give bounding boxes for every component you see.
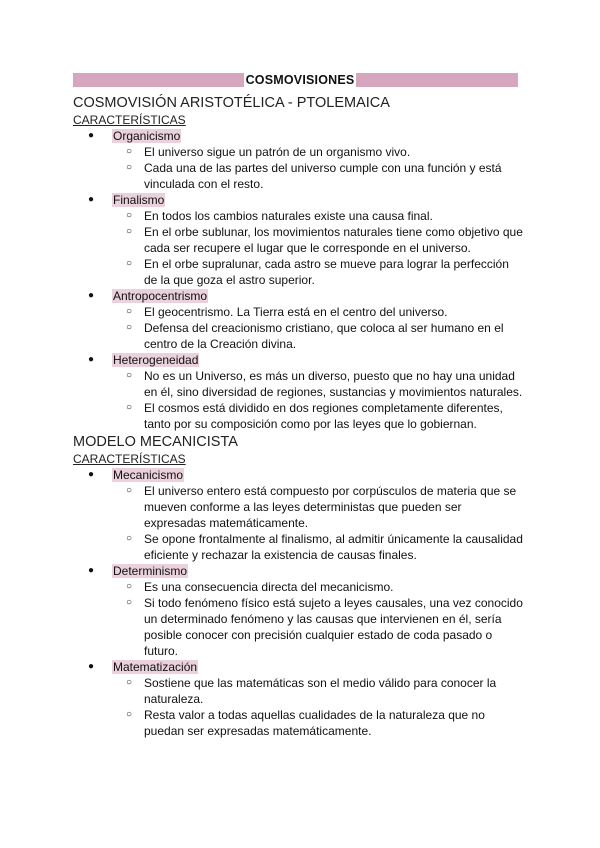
point-item (110, 483, 523, 531)
point-text: En todos los cambios naturales existe una causa final. (144, 209, 433, 223)
bullet-disc-icon: ● (88, 661, 95, 672)
point-text: Resta valor a todas aquellas cualidades de la naturaleza que no puedan ser expresadas matemáticamente. (144, 708, 485, 738)
bullet-disc-icon: ● (88, 565, 95, 576)
bullet-circle-icon: ○ (126, 306, 133, 317)
section-heading: MODELO MECANICISTA (73, 434, 238, 450)
characteristic-item (73, 288, 523, 352)
section (73, 94, 523, 432)
section-subheading: CARACTERÍSTICAS (73, 452, 186, 466)
point-text: El universo sigue un patrón de un organismo vivo. (144, 145, 411, 159)
characteristic-label: Matematización (113, 660, 198, 674)
point-item (110, 304, 523, 320)
bullet-disc-icon: ● (88, 194, 95, 205)
point-text: No es un Universo, es más un diverso, puesto que no hay una unidad en él, sino diversidad de regiones, sustancias y movimientos naturales. (144, 369, 523, 399)
characteristic-item (73, 659, 523, 739)
characteristic-label: Organicismo (113, 129, 181, 143)
point-text: El universo entero está compuesto por corpúsculos de materia que se mueven conforme a las leyes deterministas que pueden ser expresadas matemáticamente. (144, 484, 517, 530)
point-item (110, 400, 523, 432)
characteristic-label: Mecanicismo (113, 468, 184, 482)
characteristic-item (73, 563, 523, 659)
bullet-circle-icon: ○ (126, 162, 133, 173)
point-item (110, 144, 523, 160)
bullet-disc-icon: ● (88, 130, 95, 141)
point-list (112, 368, 523, 432)
point-item (110, 320, 523, 352)
point-text: El geocentrismo. La Tierra está en el centro del universo. (144, 305, 448, 319)
point-item (110, 595, 523, 659)
point-list (112, 144, 523, 192)
bullet-disc-icon: ● (88, 469, 95, 480)
characteristic-item (73, 352, 523, 432)
point-text: Cada una de las partes del universo cumple con una función y está vinculada con el resto. (144, 161, 502, 191)
point-item (110, 256, 523, 288)
section-subheading: CARACTERÍSTICAS (73, 113, 186, 127)
point-list (112, 304, 523, 352)
characteristic-label: Determinismo (113, 564, 188, 578)
characteristic-item (73, 467, 523, 563)
bullet-circle-icon: ○ (126, 146, 133, 157)
bullet-circle-icon: ○ (126, 533, 133, 544)
point-list (112, 675, 523, 739)
point-item (110, 160, 523, 192)
characteristic-label: Antropocentrismo (113, 289, 208, 303)
bullet-disc-icon: ● (88, 290, 95, 301)
point-text: Se opone frontalmente al finalismo, al admitir únicamente la causalidad eficiente y rechazar la existencia de causas finales. (144, 532, 523, 562)
section-heading: COSMOVISIÓN ARISTOTÉLICA - PTOLEMAICA (73, 95, 390, 111)
point-text: Defensa del creacionismo cristiano, que coloca al ser humano en el centro de la Creación divina. (144, 321, 504, 351)
bullet-circle-icon: ○ (126, 210, 133, 221)
point-item (110, 531, 523, 563)
point-item (110, 675, 523, 707)
point-list (112, 579, 523, 659)
point-text: En el orbe sublunar, los movimientos naturales tiene como objetivo que cada ser recupere el lugar que le corresponde en el universo. (144, 225, 523, 255)
document-content (73, 94, 523, 739)
characteristic-item (73, 128, 523, 192)
point-item (110, 224, 523, 256)
characteristic-label: Heterogeneidad (113, 353, 199, 367)
characteristics-list (73, 128, 523, 432)
characteristic-label: Finalismo (113, 193, 165, 207)
point-item (110, 579, 523, 595)
bullet-circle-icon: ○ (126, 258, 133, 269)
bullet-circle-icon: ○ (126, 226, 133, 237)
point-text: Es una consecuencia directa del mecanicismo. (144, 580, 394, 594)
bullet-circle-icon: ○ (126, 485, 133, 496)
characteristics-list (73, 467, 523, 739)
bullet-circle-icon: ○ (126, 581, 133, 592)
page-title: COSMOVISIONES (245, 73, 355, 87)
bullet-circle-icon: ○ (126, 597, 133, 608)
bullet-circle-icon: ○ (126, 677, 133, 688)
bullet-circle-icon: ○ (126, 402, 133, 413)
point-list (112, 483, 523, 563)
point-text: Sostiene que las matemáticas son el medio válido para conocer la naturaleza. (144, 676, 497, 706)
point-text: El cosmos está dividido en dos regiones completamente diferentes, tanto por su composición como por las leyes que lo gobiernan. (144, 401, 503, 431)
point-item (110, 208, 523, 224)
point-item (110, 707, 523, 739)
point-text: En el orbe supralunar, cada astro se mueve para lograr la perfección de la que goza el astro superior. (144, 257, 509, 287)
characteristic-item (73, 192, 523, 288)
point-item (110, 368, 523, 400)
point-list (112, 208, 523, 288)
point-text: Si todo fenómeno físico está sujeto a leyes causales, una vez conocido un determinado fenómeno y las causas que intervienen en él, sería posible conocer con precisión cualquier estado de coda pasado o futuro. (144, 596, 523, 658)
bullet-circle-icon: ○ (126, 709, 133, 720)
bullet-circle-icon: ○ (126, 370, 133, 381)
bullet-disc-icon: ● (88, 354, 95, 365)
bullet-circle-icon: ○ (126, 322, 133, 333)
section (73, 433, 523, 739)
